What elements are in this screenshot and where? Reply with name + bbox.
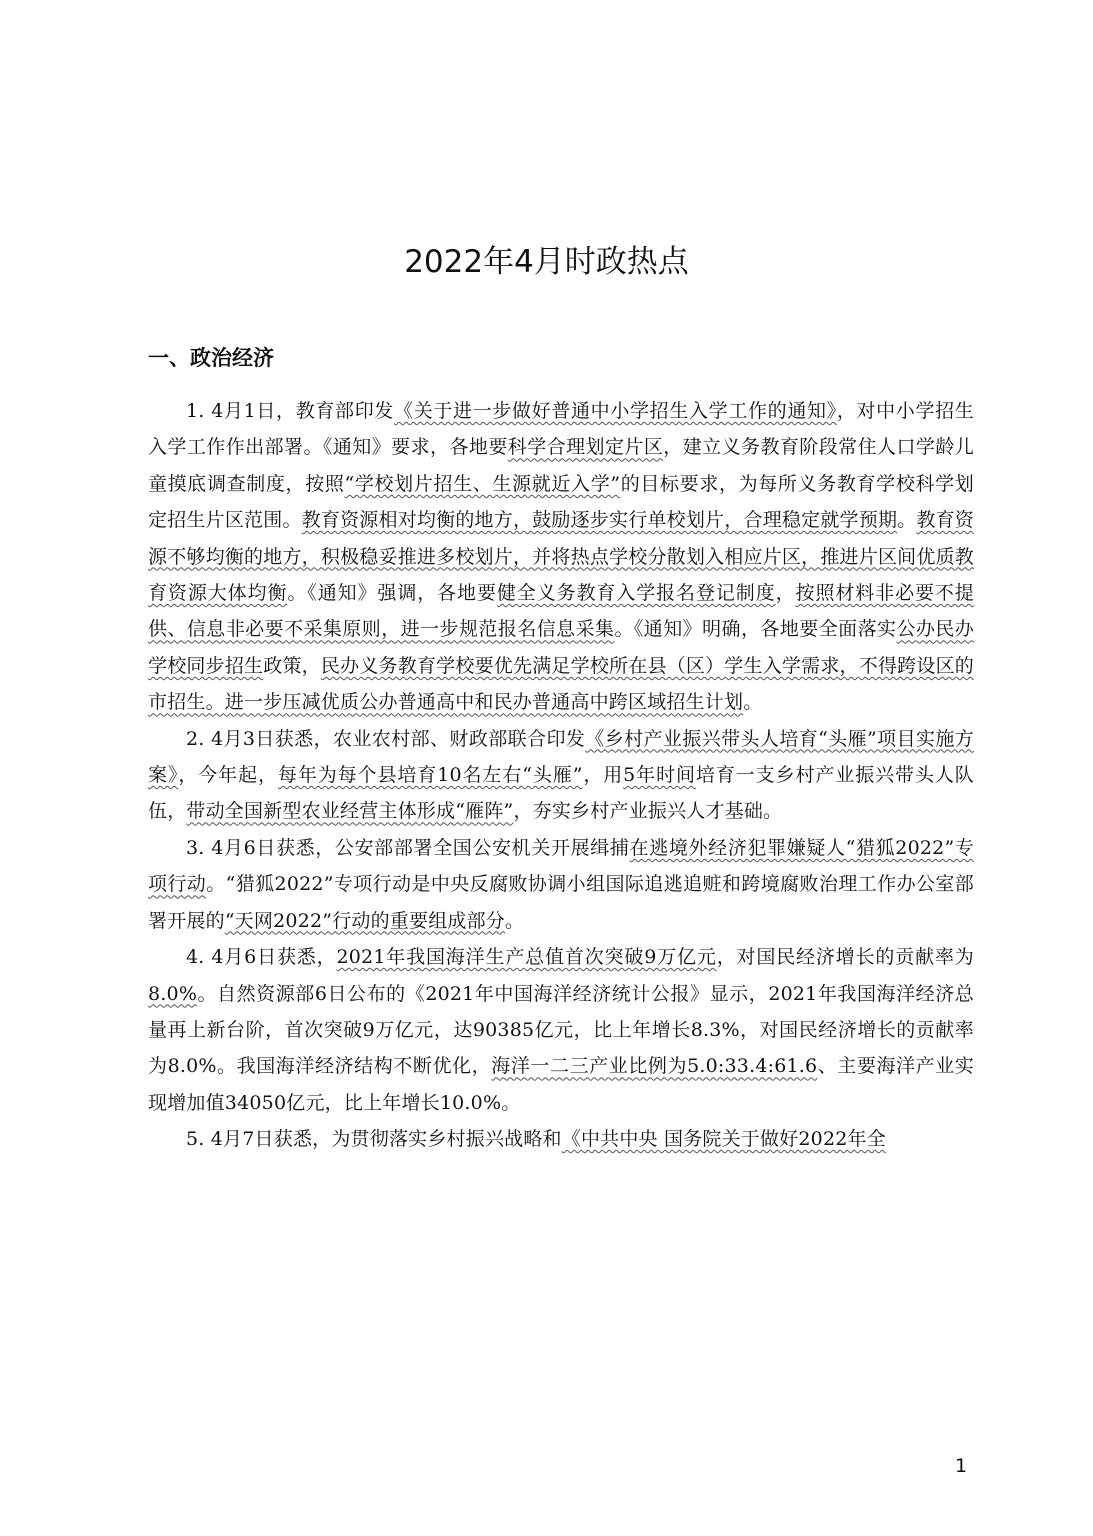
paragraph-5 [148, 1121, 974, 1157]
text-run: 、主要海洋产业实现增加值34050亿元，比上年增长10.0%。 [148, 1055, 974, 1114]
emphasis-phrase: 每年为每个县培育10名左右“头雁” [277, 764, 583, 787]
text-run: 。《通知》明确，各地要全面落实 [614, 618, 897, 641]
emphasis-phrase: 《中共中央 国务院关于做好2022年全 [561, 1128, 886, 1151]
emphasis-phrase: 5年时间 [623, 764, 696, 787]
emphasis-phrase: “天网2022”行动的重要组成部分 [224, 909, 505, 932]
emphasis-phrase: 带动全国新型农业经营主体形成“雁阵” [186, 800, 514, 823]
emphasis-phrase: 《乡村产业振兴带头人培育“头雁”项目实施方案》 [148, 727, 974, 787]
text-run: 政策， [263, 654, 321, 677]
text-run: 。《通知》强调，各地要 [287, 582, 497, 605]
body-text [148, 393, 974, 1158]
text-run: 3. 4月6日获悉，公安部部署全国公安机关开展缉捕 [186, 836, 630, 859]
text-run: 。 [897, 509, 917, 532]
paragraph-2 [148, 721, 974, 830]
page-number: 1 [955, 1455, 968, 1477]
paragraph-3 [148, 830, 974, 939]
text-run: ，对中小学招生入学工作作出部署。《通知》要求，各地要 [148, 400, 974, 459]
text-run: ， [775, 582, 796, 605]
text-run: 4. 4月6日获悉， [186, 946, 337, 969]
text-run: 。“猎狐2022”专项行动是中央反腐败协调小组国际追逃追赃和跨境腐败治理工作办公室部署开展的 [148, 873, 974, 932]
text-run: 培育一支乡村产业振兴带头人队伍， [148, 764, 974, 823]
text-run: 。 [743, 691, 763, 714]
text-run: ，建立义务教育阶段常住人口学龄儿童摸底调查制度，按照 [148, 436, 974, 495]
emphasis-phrase: 2021年我国海洋生产总值首次突破9万亿元 [336, 946, 717, 969]
text-run: 5. 4月7日获悉，为贯彻落实乡村振兴战略和 [186, 1128, 562, 1151]
text-run: 的目标要求，为每所义务教育学校科学划定招生片区范围。 [148, 472, 974, 532]
paragraph-4 [148, 939, 974, 1121]
text-run: 。自然资源部6日公布的《2021年中国海洋经济统计公报》显示，2021年我国海洋经济总量再上新台阶，首次突破9万亿元，达90385亿元，比上年增长8.3%，对国民经济增长的贡献率为8.0%。我国海洋经济结构不断优化， [148, 982, 974, 1078]
emphasis-phrase: 民办义务教育学校要优先满足学校所在县（区）学生入学需求，不得跨设区的市招生。进一步压减优质公办普通高中和民办普通高中跨区域招生计划 [148, 654, 975, 714]
text-run: ，夯实乡村产业振兴人才基础。 [513, 800, 783, 823]
emphasis-phrase: 公办民办学校同步招生 [148, 618, 974, 677]
text-run: 。 [505, 909, 525, 932]
paragraph-1 [148, 393, 974, 721]
page-title: 2022年4月时政热点 [404, 244, 689, 280]
emphasis-phrase: 在逃境外经济犯罪嫌疑人“猎狐2022”专项行动 [148, 836, 974, 896]
text-run: 2. 4月3日获悉，农业农村部、财政部联合印发 [186, 727, 586, 750]
emphasis-phrase: 按照材料非必要不提供、信息非必要不采集原则，进一步规范报名信息采集 [148, 582, 975, 641]
emphasis-phrase: 《关于进一步做好普通中小学招生入学工作的通知》 [394, 400, 837, 422]
text-run: ，今年起， [178, 764, 278, 787]
emphasis-phrase: 健全义务教育入学报名登记制度 [496, 582, 776, 605]
emphasis-phrase: 科学合理划定片区 [507, 436, 664, 459]
emphasis-phrase: 教育资源不够均衡的地方，积极稳妥推进多校划片，并将热点学校分散划入相应片区，推进片区间优质教育资源大体均衡 [148, 509, 974, 605]
text-run: ，用 [582, 764, 624, 787]
emphasis-phrase: “学校划片招生、生源就近入学” [344, 472, 621, 495]
text-run: ，对国民经济增长的贡献率为 [716, 946, 974, 969]
text-run: 1. 4月1日，教育部印发 [186, 400, 395, 422]
emphasis-phrase: 8.0% [148, 982, 198, 1005]
emphasis-phrase: 海洋一二三产业比例为5.0:33.4:61.6 [491, 1055, 818, 1078]
emphasis-phrase: 教育资源相对均衡的地方，鼓励逐步实行单校划片，合理稳定就学预期 [301, 509, 898, 532]
section-heading: 一、政治经济 [148, 346, 274, 370]
